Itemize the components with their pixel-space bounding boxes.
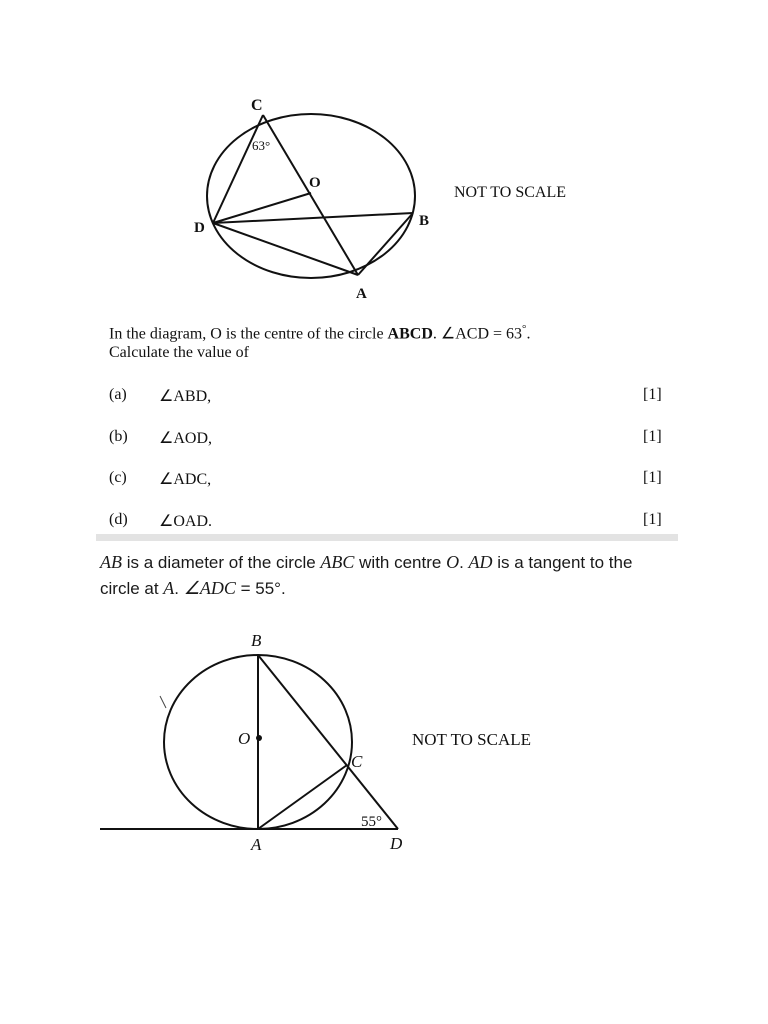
fig2-label-a: A bbox=[251, 835, 262, 854]
p2-l2-adc: ∠ADC bbox=[183, 578, 236, 598]
chord-ab bbox=[358, 213, 413, 275]
line-ca bbox=[263, 115, 358, 275]
problem1-stem bbox=[109, 323, 530, 343]
p2-o: O bbox=[446, 552, 460, 572]
question-a-label: (a) bbox=[109, 386, 127, 403]
question-c-text: ∠ADC, bbox=[159, 471, 212, 488]
question-b bbox=[0, 428, 768, 448]
question-d-text: ∠OAD. bbox=[159, 513, 213, 530]
fig2-label-b: B bbox=[251, 631, 262, 650]
p2-ab: AB bbox=[100, 552, 122, 572]
not-to-scale-2: NOT TO SCALE bbox=[412, 730, 532, 749]
label-c: C bbox=[251, 97, 263, 114]
stem-part2: . ∠ACD = 63 bbox=[432, 325, 523, 343]
question-c-label: (c) bbox=[109, 469, 127, 486]
p2-abc: ABC bbox=[320, 552, 355, 572]
question-a bbox=[0, 386, 768, 406]
p2-t3: . bbox=[459, 553, 469, 572]
problem2-line2 bbox=[100, 578, 286, 599]
question-b-marks: [1] bbox=[643, 428, 662, 445]
p2-l2-t2: . bbox=[174, 579, 184, 598]
question-b-label: (b) bbox=[109, 428, 128, 445]
problem1-stem-line2: Calculate the value of bbox=[109, 344, 249, 361]
stray-mark bbox=[160, 696, 166, 708]
stem-end: . bbox=[526, 325, 531, 343]
question-d bbox=[0, 511, 768, 531]
stem-part1: In the diagram, O is the centre of the circle bbox=[109, 325, 388, 343]
section-divider bbox=[96, 534, 678, 541]
centre-dot-o bbox=[256, 735, 262, 741]
fig2-label-angle-55: 55° bbox=[361, 814, 382, 830]
p2-ad: AD bbox=[468, 552, 493, 572]
fig2-label-o: O bbox=[238, 729, 251, 748]
question-c-marks: [1] bbox=[643, 469, 662, 486]
problem2-line1 bbox=[100, 552, 632, 573]
p2-t2: with centre bbox=[354, 553, 447, 572]
stem-bold: ABCD bbox=[387, 325, 433, 343]
question-a-marks: [1] bbox=[643, 386, 662, 403]
label-angle-63: 63° bbox=[252, 138, 271, 153]
question-d-label: (d) bbox=[109, 511, 128, 528]
question-d-marks: [1] bbox=[643, 511, 662, 528]
circle-abc bbox=[164, 655, 352, 829]
not-to-scale-1: NOT TO SCALE bbox=[454, 184, 567, 201]
label-b: B bbox=[419, 213, 430, 229]
question-c bbox=[0, 469, 768, 489]
fig2-label-c: C bbox=[351, 752, 363, 771]
question-a-text: ∠ABD, bbox=[159, 388, 212, 405]
p2-l2-t3: = 55°. bbox=[235, 579, 286, 598]
label-d: D bbox=[194, 220, 205, 236]
chord-cd bbox=[213, 115, 263, 223]
question-b-text: ∠AOD, bbox=[159, 430, 213, 447]
label-o: O bbox=[309, 175, 321, 191]
p2-l2-a: A bbox=[163, 578, 175, 598]
fig2-label-d: D bbox=[390, 834, 403, 853]
line-bd bbox=[258, 655, 398, 829]
label-a: A bbox=[356, 286, 367, 302]
chord-ac bbox=[258, 765, 347, 829]
stem-sup: ° bbox=[522, 323, 527, 335]
p2-t1: is a diameter of the circle bbox=[122, 553, 321, 572]
chord-da bbox=[213, 223, 358, 275]
p2-t4: is a tangent to the bbox=[492, 553, 633, 572]
p2-l2-t1: circle at bbox=[100, 579, 164, 598]
